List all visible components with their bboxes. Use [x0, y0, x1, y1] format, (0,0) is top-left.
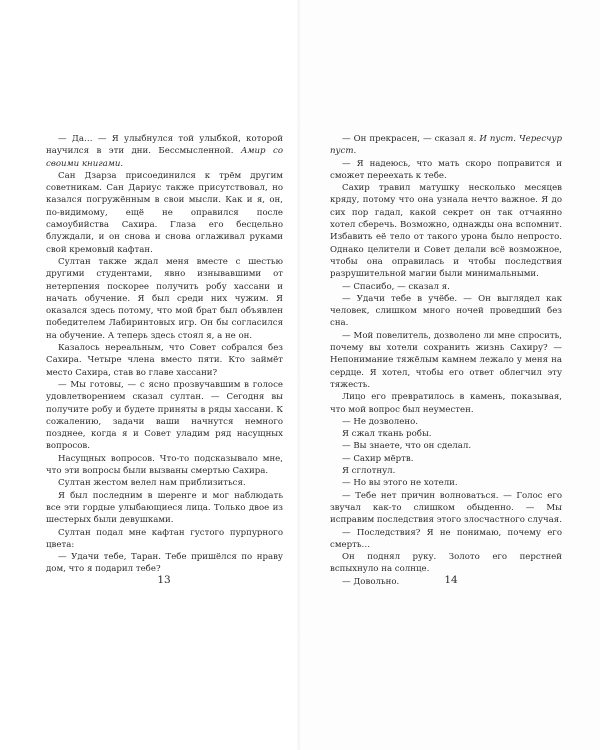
- paragraph: [330, 391, 562, 416]
- text-run: — Он прекрасен, — сказал я.: [342, 134, 480, 144]
- text-run: Я сглотнул.: [342, 466, 396, 477]
- text-run: — Довольно.: [342, 576, 400, 587]
- text-run: — Удачи тебе, Таран. Тебе пришёлся по нраву дом, что я подарил тебе?: [46, 552, 283, 575]
- left-page-number: 13: [157, 574, 171, 586]
- italic-text-run: Амир со своими книгами.: [46, 146, 283, 169]
- paragraph: [46, 551, 283, 576]
- text-run: Я был последним в шеренге и мог наблюдать все эти гордые улыбающиеся лица. Только двое из шестерых были девушками.: [46, 490, 283, 526]
- text-run: — Тебе нет причин волноваться. — Голос его звучал как-то слишком обыденно. — Мы исправим последствия этого злосчастного случая.: [330, 490, 562, 526]
- text-run: — Вы знаете, что он сделал.: [342, 441, 472, 452]
- paragraph: [46, 342, 283, 379]
- paragraph: [330, 158, 562, 183]
- paragraph: [46, 453, 283, 478]
- text-run: — Спасибо, — сказал я.: [342, 281, 450, 292]
- text-run: — Сахир мёртв.: [342, 453, 414, 464]
- italic-text-run: И пуст. Чересчур пуст.: [330, 134, 562, 157]
- paragraph: [46, 170, 283, 256]
- paragraph: [330, 551, 562, 576]
- paragraph: [46, 490, 283, 527]
- paragraph: [330, 428, 562, 440]
- paragraph: [46, 477, 283, 489]
- text-run: Султан также ждал меня вместе с шестью другими студентами, явно изнывавшими от нетерпения поскорее получить робу хассани и начать обучение. Я был среди них чужим. Я оказался здесь потому, что мой брат был объявлен победителем Лабиринтовых игр. Он бы согласился на обучение. А теперь здесь стоял я, а не он.: [46, 256, 283, 341]
- paragraph: [330, 440, 562, 452]
- paragraph: [330, 133, 562, 158]
- text-run: — Мой повелитель, дозволено ли мне спросить, почему вы хотели сохранить жизнь Сахиру? — Непонимание тяжёлым камнем лежало у меня на сердце. Я хотел, чтобы его ответ облегчил эту тяжесть.: [330, 330, 562, 390]
- paragraph: [330, 477, 562, 489]
- text-run: Казалось нереальным, что Совет собрался без Сахира. Четыре члена вместо пяти. Кто займёт место Сахира, став во главе хассани?: [46, 343, 283, 378]
- paragraph: [46, 379, 283, 453]
- paragraph: [330, 465, 562, 477]
- paragraph: [330, 330, 562, 391]
- paragraph: [330, 453, 562, 465]
- text-run: — Не дозволено.: [342, 416, 418, 427]
- text-run: — Да… — Я улыбнулся той улыбкой, которой научился в эти дни. Бессмысленной.: [46, 134, 283, 157]
- text-run: Он поднял руку. Золото его перстней вспыхнуло на солнце.: [330, 552, 562, 575]
- text-run: — Последствия? Я не понимаю, почему его смерть…: [330, 527, 562, 550]
- text-run: Султан подал мне кафтан густого пурпурного цвета:: [46, 527, 283, 550]
- paragraph: [330, 293, 562, 330]
- paragraph: [46, 133, 283, 170]
- text-run: Лицо его превратилось в камень, показывая, что мой вопрос был неуместен.: [330, 392, 562, 415]
- text-run: Сахир травил матушку несколько месяцев кряду, потому что она узнала нечто важное. Я до сих пор гадал, какой секрет он так отчаянно хотел сберечь. Возможно, однажды она вспомнит. Избавить её тело от такого урона было непросто. Однако целители и Совет делали всё возможное, чтобы она оправилась и чтобы последствия разрушительной магии были минимальными.: [330, 183, 562, 280]
- text-run: — Удачи тебе в учёбе. — Он выглядел как человек, слишком много ночей проведший без сна.: [330, 293, 562, 329]
- paragraph: [330, 416, 562, 428]
- paragraph: [46, 527, 283, 552]
- paragraph: [330, 490, 562, 527]
- paragraph: [330, 182, 562, 280]
- paragraph: [46, 256, 283, 342]
- right-page: [300, 0, 600, 750]
- paragraph: [330, 527, 562, 552]
- text-run: — Я надеюсь, что мать скоро поправится и сможет переехать к тебе.: [330, 158, 562, 181]
- text-run: Сан Дзарза присоединился к трём другим советникам. Сан Дариус также присутствовал, но казался погружённым в свои мысли. Как и я, он, по-видимому, ещё не оправился после самоубийства Сахира. Глаза его бесцельно блуждали, и он снова и снова оглаживал руками свой кремовый кафтан.: [46, 170, 283, 255]
- left-page-text: [46, 133, 283, 576]
- text-run: Султан жестом велел нам приблизиться.: [58, 478, 246, 489]
- text-run: Насущных вопросов. Что-то подсказывало мне, что эти вопросы были вызваны смертью Сахира.: [46, 453, 283, 477]
- text-run: Я сжал ткань робы.: [342, 429, 432, 440]
- paragraph: [330, 281, 562, 293]
- text-run: — Но вы этого не хотели.: [342, 478, 458, 489]
- right-page-text: [330, 133, 562, 588]
- text-run: — Мы готовы, — с ясно прозвучавшим в голосе удовлетворением сказал султан. — Сегодня вы получите робу и будете приняты в ряды хассани. К сожалению, задачи ваши начнутся немного позднее, когда я и Совет уладим ряд насущных вопросов.: [46, 379, 283, 452]
- right-page-number: 14: [444, 574, 458, 586]
